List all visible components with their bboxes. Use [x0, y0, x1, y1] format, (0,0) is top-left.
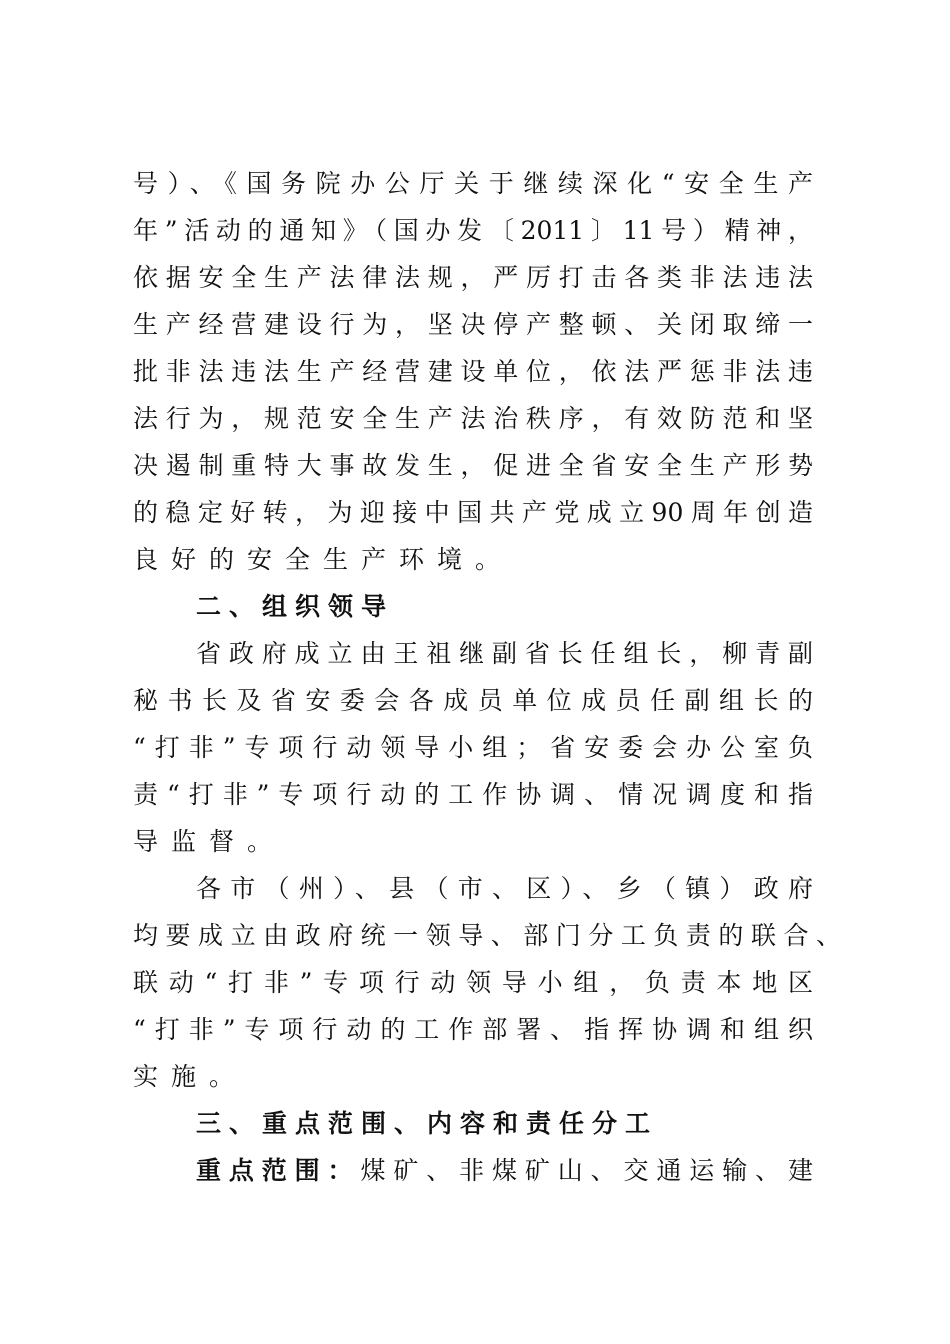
- body-text-line: 号）、《国务院办公厅关于继续深化“安全生产: [133, 169, 813, 198]
- body-text-line: 联动“打非”专项行动领导小组，负责本地区: [133, 968, 813, 997]
- body-text-line: 良好的安全生产环境。: [133, 545, 514, 574]
- scope-text: 煤矿、非煤矿山、交通运输、建: [360, 1156, 813, 1185]
- section-heading: 三、重点范围、内容和责任分工: [196, 1109, 659, 1138]
- body-text-line: 决遏制重特大事故发生，促进全省安全生产形势: [133, 451, 813, 480]
- section-heading: 二、组织领导: [196, 592, 395, 621]
- scope-lead-label: 重点范围：: [196, 1156, 361, 1185]
- body-text-line: “打非”专项行动领导小组；省安委会办公室负: [133, 733, 813, 762]
- scope-paragraph-line: [196, 1155, 813, 1187]
- body-text-line: 责“打非”专项行动的工作协调、情况调度和指: [133, 780, 813, 809]
- body-text-line: 导监督。: [133, 827, 286, 856]
- body-text-line: 省政府成立由王祖继副省长任组长，柳青副: [196, 639, 813, 668]
- body-text-line: 年”活动的通知》（国办发〔2011〕11号）精神，: [133, 216, 813, 245]
- body-text-line: 均要成立由政府统一领导、部门分工负责的联合、: [133, 921, 841, 950]
- body-text-line: 秘书长及省安委会各成员单位成员任副组长的: [133, 686, 813, 715]
- body-text-line: 生产经营建设行为，坚决停产整顿、关闭取缔一: [133, 310, 813, 339]
- body-text-line: 批非法违法生产经营建设单位，依法严惩非法违: [133, 357, 813, 386]
- body-text-line: 的稳定好转，为迎接中国共产党成立90周年创造: [133, 498, 813, 527]
- body-text-line: “打非”专项行动的工作部署、指挥协调和组织: [133, 1015, 813, 1044]
- body-text-line: 依据安全生产法律法规，严厉打击各类非法违法: [133, 263, 813, 292]
- body-text-line: 实施。: [133, 1062, 248, 1091]
- body-text-line: 各市（州）、县（市、区）、乡（镇）政府: [196, 874, 813, 903]
- body-text-line: 法行为，规范安全生产法治秩序，有效防范和坚: [133, 404, 813, 433]
